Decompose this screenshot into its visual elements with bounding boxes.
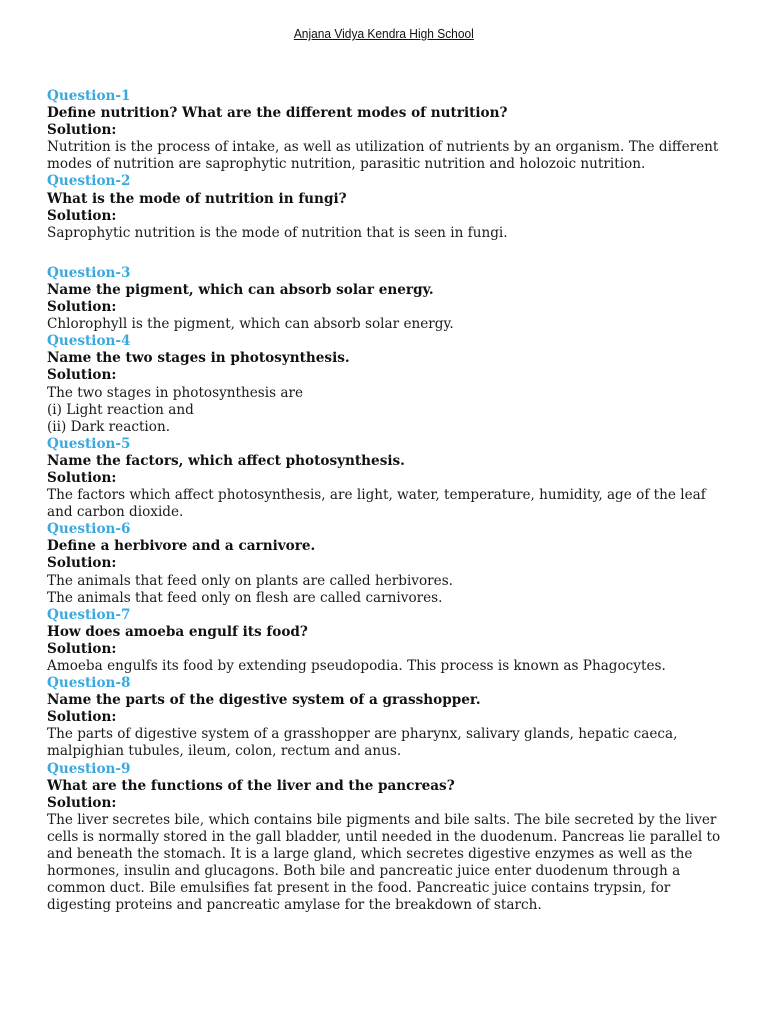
question-block-9 xyxy=(47,761,727,915)
question-number: Question-2 xyxy=(47,173,131,190)
answer-text xyxy=(47,316,727,333)
page-header xyxy=(0,26,768,41)
question-block-8 xyxy=(47,675,727,760)
question-text: Define a herbivore and a carnivore. xyxy=(47,538,316,555)
answer-line: Chlorophyll is the pigment, which can absorb solar energy. xyxy=(47,316,454,333)
answer-line: The animals that feed only on flesh are called carnivores. xyxy=(47,589,443,606)
solution-label: Solution: xyxy=(47,555,117,572)
question-number: Question-4 xyxy=(47,333,131,350)
question-block-6 xyxy=(47,521,727,606)
answer-line: The factors which affect photosynthesis, are light, water, temperature, humidity, age of the leaf and carbon dioxide. xyxy=(47,487,706,521)
solution-label: Solution: xyxy=(47,794,117,811)
answer-line: The animals that feed only on plants are called herbivores. xyxy=(47,572,454,589)
question-number: Question-6 xyxy=(47,521,131,538)
question-number: Question-9 xyxy=(47,760,131,777)
question-number: Question-1 xyxy=(47,88,131,104)
answer-line: Amoeba engulfs its food by extending pseudopodia. This process is known as Phagocytes. xyxy=(47,658,666,674)
question-text: How does amoeba engulf its food? xyxy=(47,623,308,640)
question-block-7 xyxy=(47,607,727,675)
question-block-2 xyxy=(47,173,727,241)
answer-line: The liver secretes bile, which contains bile pigments and bile salts. The bile secreted by the liver cells is normally stored in the gall bladder, until needed in the duodenum. Pancreas lie parallel to and beneath the stomach. It is a large gland, which secretes digestive enzymes as well as the hormones, insulin and glucagons. Both bile and pancreatic juice enter duodenum through a common duct. Bile emulsifies fat present in the food. Pancreatic juice contains trypsin, for digesting proteins and pancreatic amylase for the breakdown of starch. xyxy=(47,811,721,914)
answer-line: (ii) Dark reaction. xyxy=(47,418,171,435)
solution-label: Solution: xyxy=(47,640,117,657)
question-block-1 xyxy=(47,88,727,173)
question-list xyxy=(47,88,727,914)
answer-text xyxy=(47,487,727,521)
answer-line: Nutrition is the process of intake, as well as utilization of nutrients by an organism. The different modes of nutrition are saprophytic nutrition, parasitic nutrition and holozoic nutrition. xyxy=(47,139,719,173)
question-number: Question-3 xyxy=(47,264,131,281)
answer-text xyxy=(47,385,727,436)
solution-label: Solution: xyxy=(47,709,117,726)
answer-line: The two stages in photosynthesis are xyxy=(47,384,304,401)
solution-label: Solution: xyxy=(47,469,117,486)
question-text: Name the pigment, which can absorb solar energy. xyxy=(47,281,434,298)
question-block-4 xyxy=(47,333,727,436)
question-block-3 xyxy=(47,265,727,333)
question-number: Question-8 xyxy=(47,675,131,692)
question-number: Question-5 xyxy=(47,435,131,452)
solution-label: Solution: xyxy=(47,122,117,139)
answer-line: (i) Light reaction and xyxy=(47,401,194,418)
solution-label: Solution: xyxy=(47,367,117,384)
answer-text xyxy=(47,225,727,242)
answer-line: Saprophytic nutrition is the mode of nutrition that is seen in fungi. xyxy=(47,224,508,241)
solution-label: Solution: xyxy=(47,299,117,316)
question-text: Name the parts of the digestive system of a grasshopper. xyxy=(47,692,481,709)
answer-text xyxy=(47,573,727,607)
question-text: What are the functions of the liver and the pancreas? xyxy=(47,777,455,794)
answer-line: The parts of digestive system of a grasshopper are pharynx, salivary glands, hepatic caeca, malpighian tubules, ileum, colon, rectum and anus. xyxy=(47,726,678,760)
answer-text xyxy=(47,812,727,915)
question-block-5 xyxy=(47,436,727,521)
answer-text xyxy=(47,726,727,760)
question-text: Name the two stages in photosynthesis. xyxy=(47,350,350,367)
answer-text xyxy=(47,139,727,173)
question-text: What is the mode of nutrition in fungi? xyxy=(47,190,347,207)
answer-text xyxy=(47,658,727,675)
solution-label: Solution: xyxy=(47,207,117,224)
question-number: Question-7 xyxy=(47,606,131,623)
question-text: Name the factors, which affect photosynthesis. xyxy=(47,452,405,469)
question-text: Define nutrition? What are the different modes of nutrition? xyxy=(47,105,508,122)
school-name: Anjana Vidya Kendra High School xyxy=(294,26,474,41)
